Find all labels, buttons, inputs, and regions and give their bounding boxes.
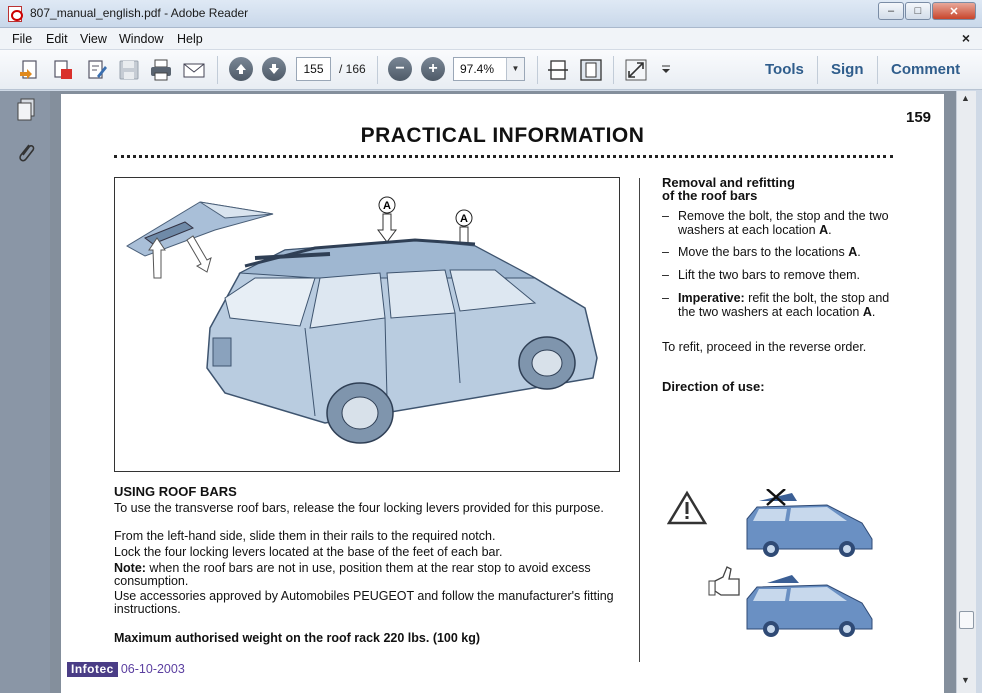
- page-total: / 166: [339, 62, 366, 76]
- arrow-down-icon: [267, 62, 281, 76]
- bullet-dash: –: [662, 209, 669, 223]
- bullet-dash: –: [662, 291, 669, 305]
- direction-of-use-title: Direction of use:: [662, 379, 765, 394]
- sign-pane-button[interactable]: Sign: [831, 61, 864, 78]
- bullet-text: Remove the bolt, the stop and the two washers at each location: [678, 209, 889, 237]
- document-viewport[interactable]: [50, 91, 962, 693]
- attachments-paperclip-icon[interactable]: [15, 139, 37, 165]
- window-controls: [878, 2, 976, 20]
- close-document-icon[interactable]: ×: [961, 30, 970, 46]
- vertical-scrollbar[interactable]: [956, 91, 976, 693]
- previous-page-button[interactable]: [229, 57, 253, 81]
- bullet-period: .: [828, 223, 832, 237]
- menu-edit[interactable]: Edit: [46, 32, 68, 46]
- dotted-divider: [114, 155, 893, 158]
- max-weight-text: Maximum authorised weight on the roof rack 220 lbs. (100 kg): [114, 631, 481, 645]
- note-text: when the roof bars are not in use, position them at the rear stop to avoid excess consumption.: [114, 561, 591, 588]
- menu-help[interactable]: Help: [177, 32, 203, 46]
- location-a: A: [862, 305, 872, 319]
- car-loaded-wrong-icon: [747, 489, 872, 557]
- removal-title-line1: Removal and refitting: [662, 175, 795, 190]
- bullet-text: Move the bars to the locations: [678, 245, 849, 259]
- pdf-file-icon: [8, 6, 22, 22]
- paragraph-note: [114, 562, 622, 588]
- window-title: 807_manual_english.pdf - Adobe Reader: [30, 6, 249, 20]
- next-page-button[interactable]: [262, 57, 286, 81]
- infotec-logo: Infotec: [67, 662, 118, 677]
- marker-a-label-1: A: [383, 200, 391, 212]
- zoom-value: 97.4%: [460, 62, 495, 76]
- menu-window[interactable]: Window: [119, 32, 164, 46]
- fit-page-icon[interactable]: [579, 58, 603, 82]
- section-title-using-roof-bars: USING ROOF BARS: [114, 484, 237, 499]
- bullet-text: Lift the two bars to remove them.: [678, 268, 861, 282]
- direction-of-use-illustration: [667, 489, 907, 649]
- bullet-dash: –: [662, 268, 669, 282]
- zoom-out-button[interactable]: −: [388, 57, 412, 81]
- location-a: A: [819, 223, 829, 237]
- pdf-page: [61, 94, 944, 693]
- car-loaded-correct-icon: [747, 575, 872, 637]
- imperative-label: Imperative:: [678, 291, 745, 305]
- toolbar-separator: [613, 56, 614, 84]
- fit-page-width-icon[interactable]: [546, 58, 570, 82]
- email-icon[interactable]: [182, 58, 206, 82]
- paragraph-use-bars: To use the transverse roof bars, release the four locking levers provided for this purpose.: [114, 501, 604, 515]
- minivan-roof-bars-drawing: [115, 178, 619, 471]
- scroll-up-icon[interactable]: ▲: [961, 93, 970, 103]
- thumbs-up-icon: [709, 567, 739, 595]
- title-bar: [0, 0, 982, 28]
- bullet-period: .: [871, 305, 876, 319]
- tools-pane-button[interactable]: Tools: [765, 61, 804, 78]
- zoom-select[interactable]: [453, 57, 525, 81]
- print-icon[interactable]: [149, 58, 173, 82]
- navigation-pane: [0, 91, 50, 693]
- maximize-button[interactable]: □: [905, 2, 931, 20]
- bullet-period: .: [857, 245, 861, 259]
- chevron-down-icon[interactable]: ▼: [506, 58, 524, 80]
- note-label: Note:: [114, 561, 146, 575]
- bullet-dash: –: [662, 245, 669, 259]
- close-window-button[interactable]: ✕: [932, 2, 976, 20]
- page-thumbnails-icon[interactable]: [15, 97, 37, 123]
- save-icon[interactable]: [117, 58, 141, 82]
- page-number: 159: [906, 109, 932, 126]
- toolbar-separator: [377, 56, 378, 84]
- menu-bar: [0, 28, 982, 50]
- bullet-text: refit the bolt, the stop and the two washers at each location: [678, 291, 890, 319]
- page-footer: [67, 662, 185, 677]
- full-screen-icon[interactable]: [624, 58, 648, 82]
- minimize-button[interactable]: –: [878, 2, 904, 20]
- menu-file[interactable]: File: [12, 32, 33, 46]
- combine-files-icon[interactable]: [51, 58, 75, 82]
- marker-a-label-2: A: [460, 213, 468, 225]
- column-divider: [639, 178, 640, 662]
- scroll-down-icon[interactable]: ▼: [961, 675, 970, 685]
- menu-view[interactable]: View: [80, 32, 107, 46]
- toolbar-separator: [537, 56, 538, 84]
- warning-icon: [669, 493, 705, 523]
- comment-pane-button[interactable]: Comment: [891, 61, 961, 78]
- scrollbar-thumb[interactable]: [959, 611, 974, 629]
- create-pdf-icon[interactable]: [18, 58, 42, 82]
- paragraph-slide-rails: From the left-hand side, slide them in their rails to the required notch.: [114, 529, 496, 543]
- location-a: A: [848, 245, 858, 259]
- arrow-up-icon: [234, 62, 248, 76]
- toolbar-overflow-chevron-icon[interactable]: [659, 58, 673, 82]
- paragraph-lock-levers: Lock the four locking levers located at the base of the feet of each bar.: [114, 545, 503, 559]
- edit-form-icon[interactable]: [85, 58, 109, 82]
- toolbar-separator: [217, 56, 218, 84]
- page-heading: PRACTICAL INFORMATION: [360, 124, 645, 147]
- zoom-in-button[interactable]: +: [421, 57, 445, 81]
- toolbar-separator: [877, 56, 878, 84]
- removal-title-line2: of the roof bars: [662, 188, 758, 203]
- paragraph-accessories: Use accessories approved by Automobiles PEUGEOT and follow the manufacturer's fitting instructions.: [114, 589, 614, 616]
- page-number-input[interactable]: 155: [296, 57, 331, 81]
- toolbar-separator: [817, 56, 818, 84]
- refit-text: To refit, proceed in the reverse order.: [662, 340, 867, 354]
- roof-bars-illustration: [114, 177, 620, 472]
- footer-date: 06-10-2003: [120, 662, 185, 676]
